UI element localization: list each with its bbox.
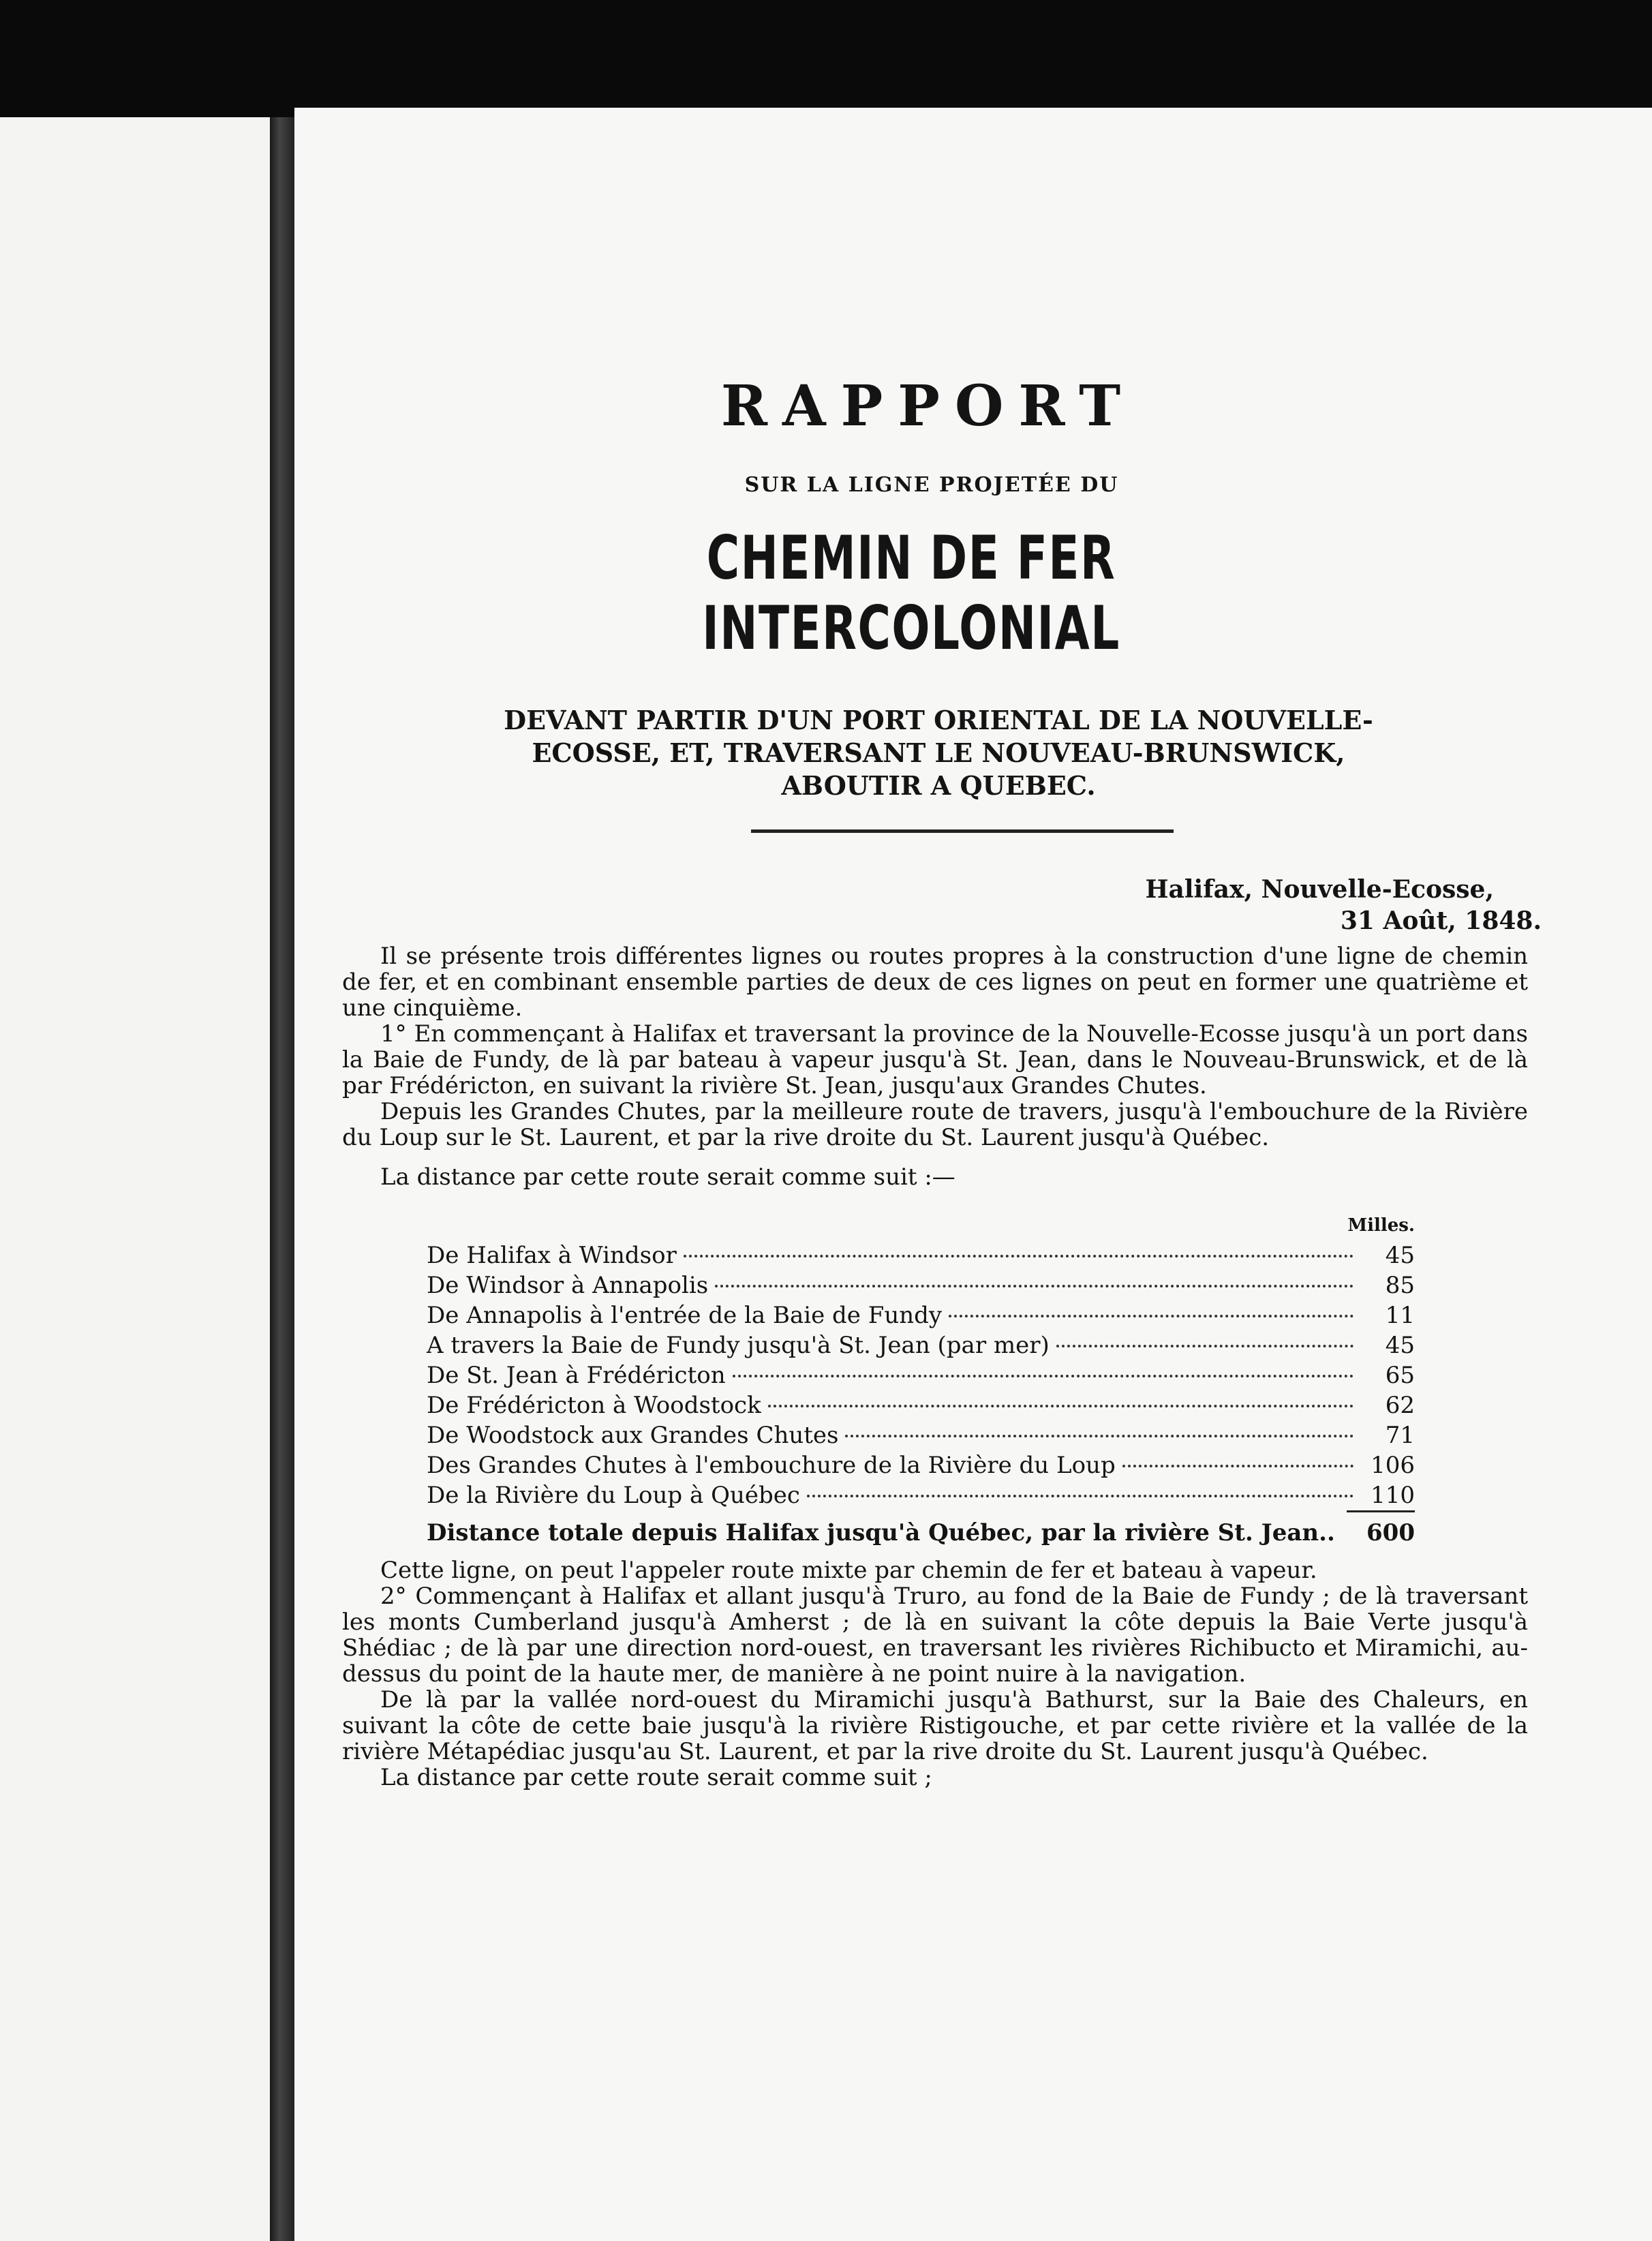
table-row — [427, 1480, 1415, 1510]
total-label: Distance totale depuis Halifax jusqu'à Québec, par la rivière St. Jean.. — [427, 1519, 1335, 1546]
dateline-date: 31 Août, 1848. — [1340, 906, 1542, 935]
paragraph: 2° Commençant à Halifax et allant jusqu'à Truro, au fond de la Baie de Fundy ; de là traversant les monts Cumberland jusqu'à Amherst ; de là en suivant la côte depuis la Baie Verte jusqu'à Shédiac ; de là par une direction nord-ouest, en traversant les rivières Richibucto et Miramichi, au-dessus du point de la haute mer, de manière à ne point nuire à la navigation. — [342, 1583, 1528, 1688]
dateline — [342, 874, 1542, 936]
row-place: De Frédéricton à Woodstock — [427, 1392, 761, 1419]
row-place: De Halifax à Windsor — [427, 1242, 677, 1269]
main-title: CHEMIN DE FER INTERCOLONIAL — [702, 523, 1120, 663]
total-rule — [1347, 1510, 1415, 1512]
description-line: DEVANT PARTIR D'UN PORT ORIENTAL DE LA NOUVELLE- — [504, 705, 1373, 735]
row-place: De la Rivière du Loup à Québec — [427, 1482, 800, 1509]
row-miles: 106 — [1371, 1452, 1415, 1479]
leader-dots — [1122, 1465, 1353, 1467]
table-row — [427, 1360, 1415, 1390]
leader-dots — [715, 1285, 1353, 1287]
leader-dots — [684, 1255, 1353, 1257]
total-value: 600 — [1366, 1519, 1415, 1546]
paragraph: La distance par cette route serait comme suit :— — [380, 1163, 955, 1191]
report-title: RAPPORT — [720, 374, 1136, 439]
row-place: De Windsor à Annapolis — [427, 1272, 709, 1299]
leader-dots — [807, 1495, 1353, 1497]
row-place: Des Grandes Chutes à l'embouchure de la Rivière du Loup — [427, 1452, 1116, 1479]
paragraph: La distance par cette route serait comme suit ; — [380, 1764, 932, 1791]
distance-table — [427, 1210, 1415, 1548]
paragraph: Cette ligne, on peut l'appeler route mixte par chemin de fer et bateau à vapeur. — [380, 1557, 1317, 1584]
body-text-continued — [342, 1557, 1528, 1790]
left-page — [0, 117, 270, 2241]
total-row — [427, 1518, 1415, 1548]
leader-dots — [949, 1315, 1353, 1317]
table-row — [427, 1390, 1415, 1420]
row-place: De Annapolis à l'entrée de la Baie de Fundy — [427, 1302, 943, 1329]
leader-dots — [768, 1405, 1353, 1407]
paragraph: De là par la vallée nord-ouest du Miramichi jusqu'à Bathurst, sur la Baie des Chaleurs, en suivant la côte de cette baie jusqu'à la rivière Ristigouche, et par cette rivière et la vallée de la rivière Métapédiac jusqu'au St. Laurent, et par la rive droite du St. Laurent jusqu'à Québec. — [342, 1686, 1528, 1765]
description-line: ABOUTIR A QUEBEC. — [781, 770, 1096, 801]
table-row — [427, 1420, 1415, 1450]
document-page — [294, 108, 1652, 2241]
row-miles: 11 — [1385, 1302, 1415, 1329]
row-miles: 45 — [1385, 1242, 1415, 1269]
row-miles: 71 — [1385, 1422, 1415, 1449]
row-miles: 65 — [1385, 1362, 1415, 1389]
table-row — [427, 1450, 1415, 1480]
page-content — [342, 374, 1542, 1791]
paragraph: 1° En commençant à Halifax et traversant la province de la Nouvelle-Ecosse jusqu'à un port dans la Baie de Fundy, de là par bateau à vapeur jusqu'à St. Jean, dans le Nouveau-Brunswick, et de là par Frédéricton, en suivant la rivière St. Jean, jusqu'aux Grandes Chutes. — [342, 1020, 1528, 1099]
row-place: De St. Jean à Frédéricton — [427, 1362, 726, 1389]
row-miles: 45 — [1385, 1332, 1415, 1359]
table-row — [427, 1270, 1415, 1300]
book-spine — [270, 117, 294, 2241]
row-miles: 110 — [1371, 1482, 1415, 1509]
leader-dots — [733, 1375, 1353, 1377]
row-place: De Woodstock aux Grandes Chutes — [427, 1422, 839, 1449]
table-row — [427, 1330, 1415, 1360]
subtitle-line: SUR LA LIGNE PROJETÉE DU — [744, 473, 1119, 497]
table-row — [427, 1240, 1415, 1270]
body-text — [342, 943, 1528, 1190]
paragraph: Il se présente trois différentes lignes ou routes propres à la construction d'une ligne de chemin de fer, et en combinant ensemble parties de deux de ces lignes on peut en former une quatrième et une cinquième. — [342, 943, 1528, 1022]
table-header: Milles. — [1347, 1215, 1415, 1236]
description-line: ECOSSE, ET, TRAVERSANT LE NOUVEAU-BRUNSWICK, — [532, 737, 1345, 768]
dateline-place: Halifax, Nouvelle-Ecosse, — [1145, 875, 1494, 904]
divider — [751, 829, 1174, 833]
description — [424, 704, 1453, 802]
table-row — [427, 1300, 1415, 1330]
row-miles: 85 — [1385, 1272, 1415, 1299]
leader-dots — [845, 1435, 1353, 1437]
leader-dots — [1056, 1345, 1353, 1347]
row-miles: 62 — [1385, 1392, 1415, 1419]
paragraph: Depuis les Grandes Chutes, par la meilleure route de travers, jusqu'à l'embouchure de la Rivière du Loup sur le St. Laurent, et par la rive droite du St. Laurent jusqu'à Québec. — [342, 1098, 1528, 1151]
row-place: A travers la Baie de Fundy jusqu'à St. Jean (par mer) — [427, 1332, 1050, 1359]
